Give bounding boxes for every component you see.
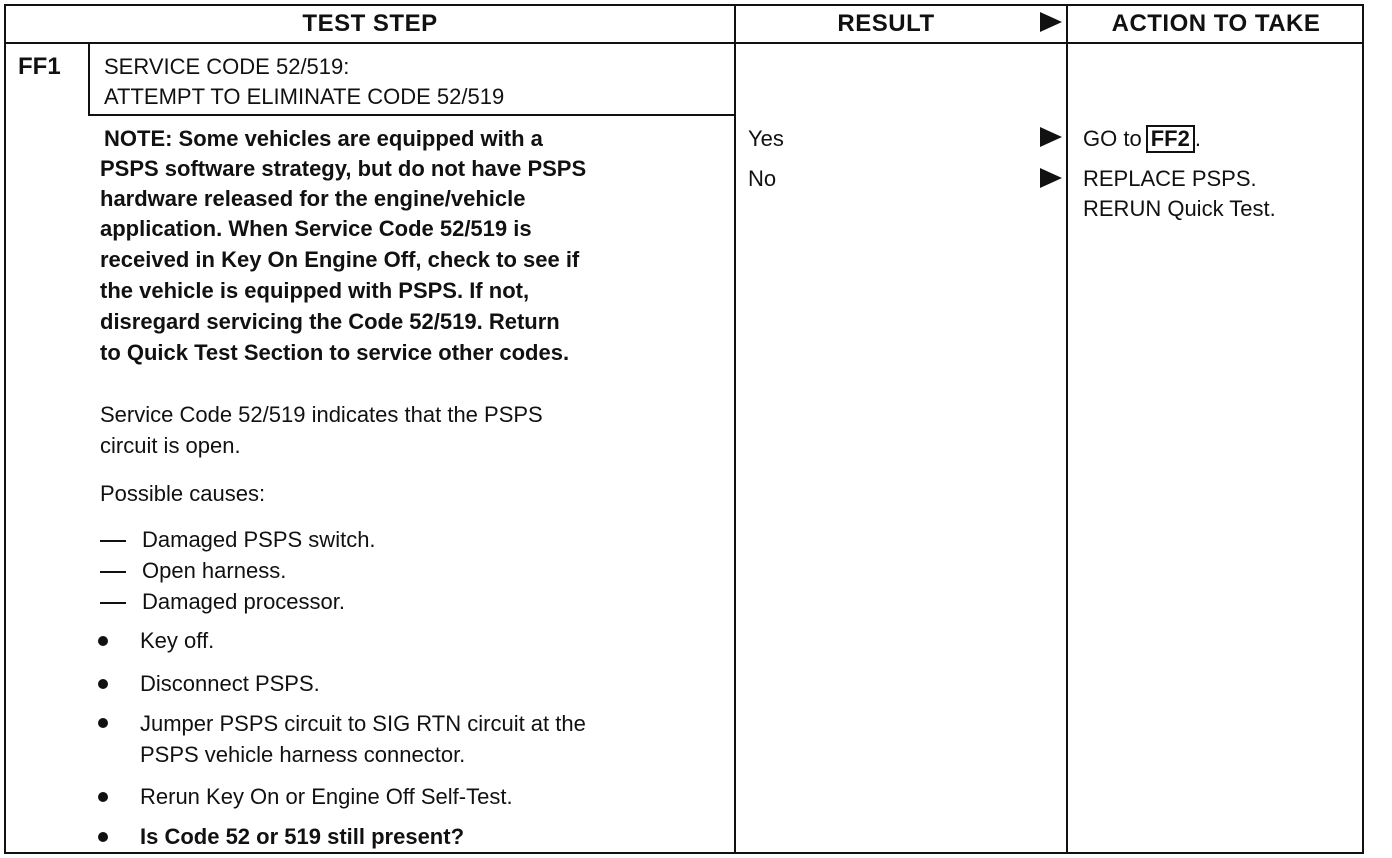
note-line: hardware released for the engine/vehicle [100, 186, 526, 211]
note-line: PSPS software strategy, but do not have PSPS [100, 156, 587, 181]
result-yes-arrow-icon [1040, 127, 1062, 147]
column-divider-test-step [734, 4, 736, 854]
step-rerun: Rerun Key On or Engine Off Self-Test. [140, 784, 513, 809]
bullet-icon [98, 792, 108, 802]
dash-icon [100, 571, 126, 573]
note-line: to Quick Test Section to service other codes. [100, 340, 570, 365]
cause-item: Damaged processor. [142, 589, 345, 614]
action-yes [1083, 124, 1201, 154]
bullet-icon [98, 679, 108, 689]
step-jumper-line2: PSPS vehicle harness connector. [140, 742, 466, 767]
cause-item: Damaged PSPS switch. [142, 527, 376, 552]
bullet-icon [98, 718, 108, 728]
bullet-icon [98, 832, 108, 842]
step-question: Is Code 52 or 519 still present? [140, 824, 465, 849]
result-no-arrow-icon [1040, 168, 1062, 188]
note-line: received in Key On Engine Off, check to see if [100, 247, 580, 272]
goto-code-ff2: FF2 [1146, 125, 1195, 153]
dash-icon [100, 540, 126, 542]
dash-icon [100, 602, 126, 604]
result-no: No [748, 166, 777, 191]
result-yes: Yes [748, 126, 784, 151]
step-jumper-line1: Jumper PSPS circuit to SIG RTN circuit at the [140, 711, 586, 736]
step-disconnect: Disconnect PSPS. [140, 671, 320, 696]
description-line2: circuit is open. [100, 433, 241, 458]
action-no-line2: RERUN Quick Test. [1083, 196, 1276, 221]
note-line: disregard servicing the Code 52/519. Return [100, 309, 560, 334]
note-line: the vehicle is equipped with PSPS. If not, [100, 278, 530, 303]
header-result: RESULT [837, 10, 935, 37]
step-title-line2: ATTEMPT TO ELIMINATE CODE 52/519 [104, 84, 505, 109]
causes-heading: Possible causes: [100, 481, 266, 506]
cause-item: Open harness. [142, 558, 287, 583]
step-title-line1: SERVICE CODE 52/519: [104, 54, 350, 79]
header-test-step: TEST STEP [302, 10, 438, 37]
bullet-icon [98, 636, 108, 646]
column-divider-step-id [88, 42, 90, 116]
header-action: ACTION TO TAKE [1111, 10, 1321, 37]
step-id: FF1 [18, 53, 61, 80]
action-yes-suffix: . [1194, 126, 1201, 151]
note-line: NOTE: Some vehicles are equipped with a [104, 126, 543, 151]
action-yes-prefix: GO to [1083, 126, 1142, 151]
header-arrow-icon [1040, 12, 1062, 32]
column-divider-result [1066, 4, 1068, 854]
header-divider [4, 42, 1364, 44]
action-no-line1: REPLACE PSPS. [1083, 166, 1257, 191]
description-line1: Service Code 52/519 indicates that the PSPS [100, 402, 543, 427]
step-key-off: Key off. [140, 628, 215, 653]
note-line: application. When Service Code 52/519 is [100, 216, 532, 241]
step-title-divider [88, 114, 736, 116]
